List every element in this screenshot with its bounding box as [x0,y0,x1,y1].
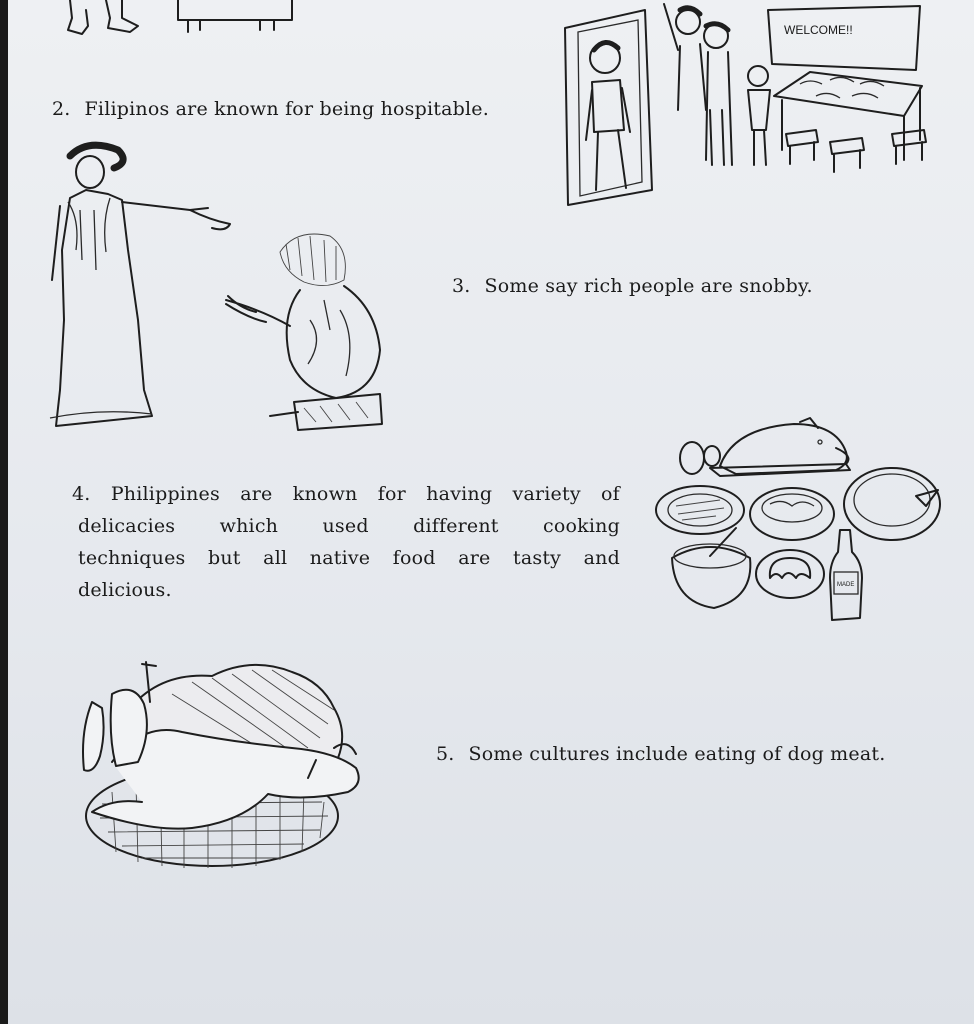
statement-number: 3. [452,275,471,297]
bottle-label-text: MADE [837,582,855,588]
word: techniques [78,547,186,569]
word: for [377,483,406,505]
statement-line [72,478,620,510]
filipino-food-illustration [650,412,950,627]
word: known [292,483,358,505]
statement-number: 2. [52,98,71,120]
statement-number: 4. [72,483,91,505]
word: delicacies [78,515,176,537]
word: having [426,483,493,505]
statement-2 [52,98,489,120]
dog-basket-illustration [72,652,372,870]
top-cropped-drawing [30,0,310,50]
statement-line [72,510,620,542]
word: different [413,515,499,537]
page-left-edge [0,0,8,1024]
word: all [263,547,288,569]
word: used [322,515,369,537]
statement-line [72,542,620,574]
word: cooking [543,515,620,537]
word: which [219,515,279,537]
word: and [583,547,620,569]
word: variety [512,483,581,505]
statement-5 [436,743,885,765]
word: delicious. [78,579,172,601]
word: Philippines [110,483,220,505]
statement-text: Some cultures include eating of dog meat. [468,743,886,765]
word: tasty [513,547,562,569]
rich-lady-beggar-illustration [40,140,390,440]
word: but [208,547,241,569]
statement-number: 5. [436,743,455,765]
welcome-sign-text: WELCOME!! [784,23,853,37]
statement-3 [452,275,813,297]
welcome-scene-illustration [560,0,940,215]
statement-text: Filipinos are known for being hospitable. [84,98,489,120]
word: native [309,547,371,569]
word: are [240,483,273,505]
word: of [601,483,620,505]
statement-line [72,574,620,606]
word: food [392,547,436,569]
statement-4 [72,478,620,606]
word: are [458,547,491,569]
statement-text: Some say rich people are snobby. [484,275,813,297]
